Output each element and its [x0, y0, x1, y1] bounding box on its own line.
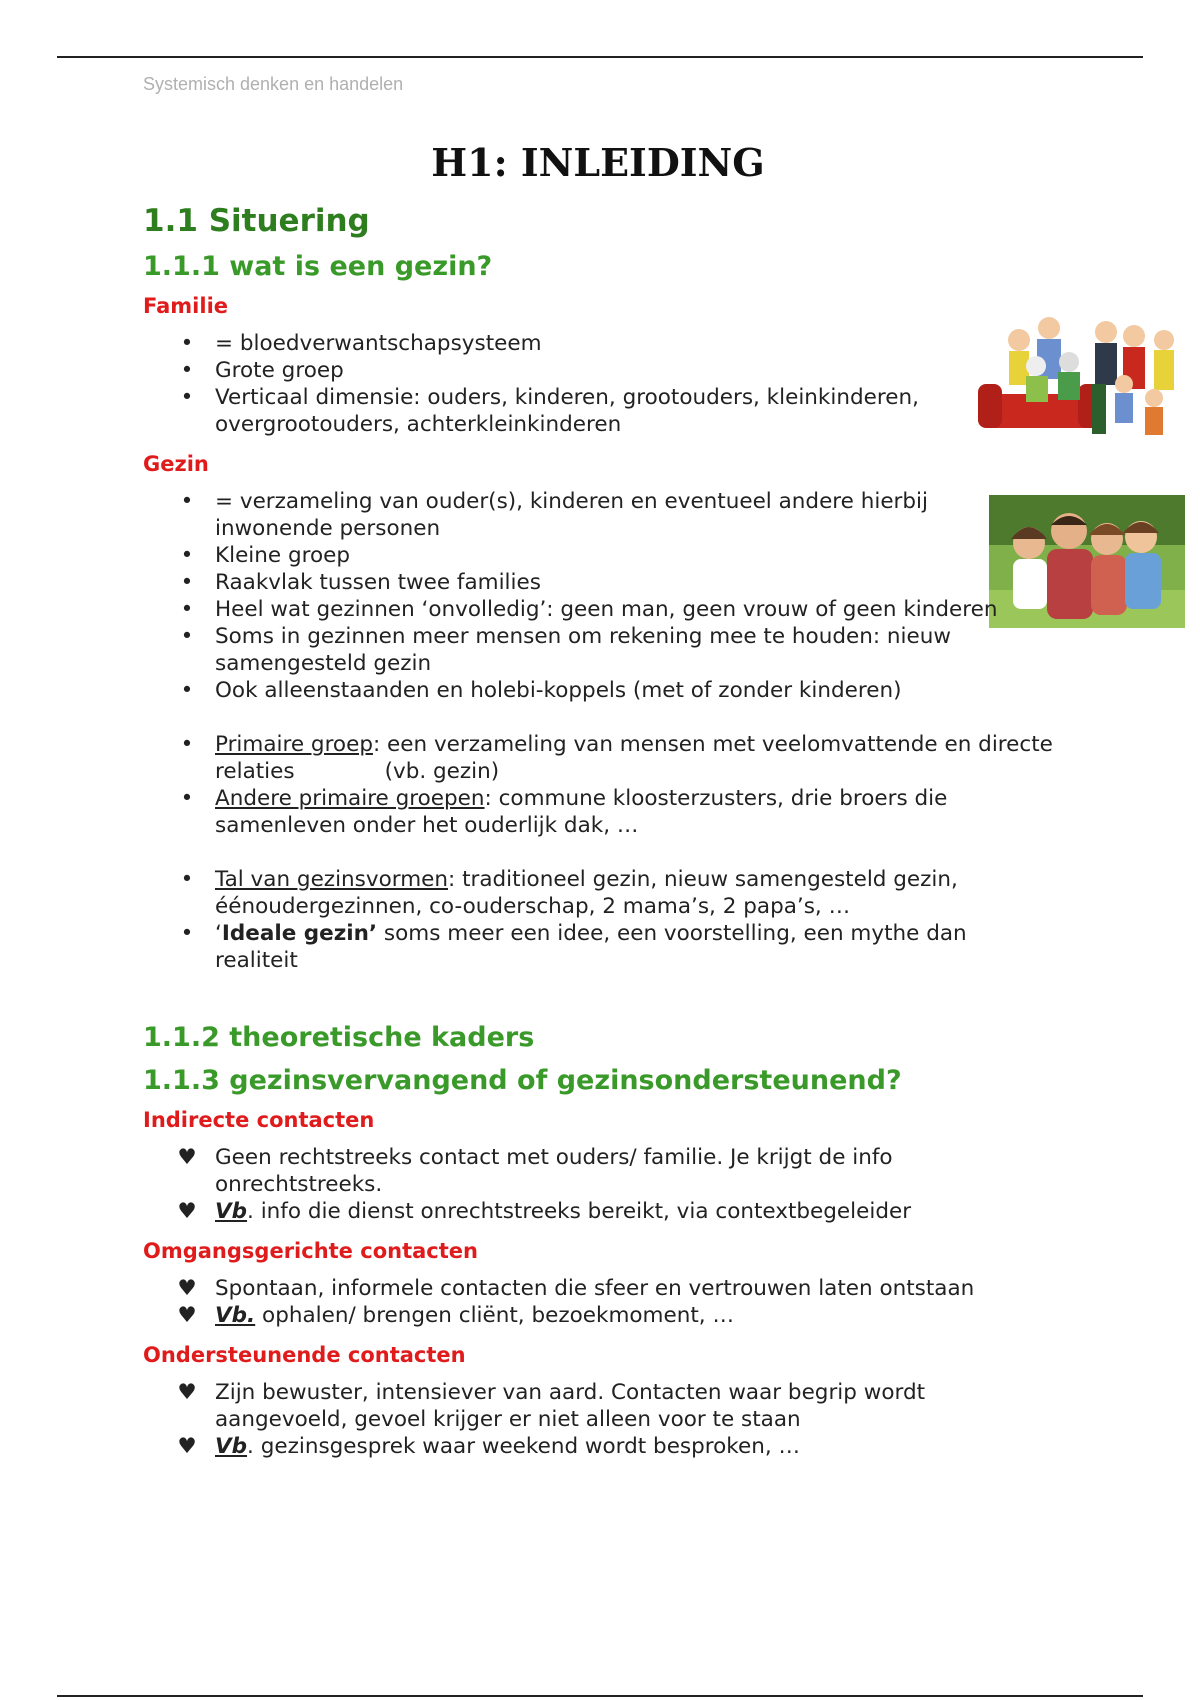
heart-bullet-icon: ♥	[177, 1434, 197, 1459]
bullet-dot-icon: •	[180, 489, 194, 514]
list-item: • Kleine groep	[143, 542, 1143, 569]
running-header: Systemisch denken en handelen	[143, 74, 404, 94]
list-item: ♥ Zijn bewuster, intensiever van aard. Contacten waar begrip wordt aangevoeld, gevoel krijger er niet alleen voor te staan	[177, 1380, 926, 1432]
list-item: • Verticaal dimensie: ouders, kinderen, grootouders, kleinkinderen, overgrootouders, achterkleinkinderen	[143, 384, 1015, 438]
subsection-heading: 1.1.1 wat is een gezin?	[143, 251, 493, 282]
bullet-dot-icon: •	[180, 385, 194, 410]
bullet-dot-icon: •	[180, 597, 194, 622]
bullet-dot-icon: •	[180, 732, 194, 757]
list-item: • = bloedverwantschapsysteem	[143, 330, 1095, 357]
header-rule	[57, 56, 1143, 58]
list-item: ♥ Geen rechtstreeks contact met ouders/ familie. Je krijgt de info onrechtstreeks.	[177, 1145, 893, 1197]
bullet-dot-icon: •	[180, 570, 194, 595]
heart-bullet-icon: ♥	[177, 1145, 197, 1170]
page-title: H1: INLEIDING	[431, 140, 765, 185]
bullet-dot-icon: •	[180, 786, 194, 811]
heart-bullet-icon: ♥	[177, 1276, 197, 1301]
subsection-heading: 1.1.3 gezinsvervangend of gezinsondersteunend?	[143, 1065, 902, 1096]
list-item: • Andere primaire groepen: commune kloosterzusters, drie broers die samenleven onder het ouderlijk dak, …	[143, 785, 1015, 839]
list-item: • Primaire groep: een verzameling van mensen met veelomvattende en directe relaties (vb. gezin)	[143, 731, 1075, 785]
list-item: • Ook alleenstaanden en holebi-koppels (met of zonder kinderen)	[143, 677, 1143, 704]
gezin-list	[143, 488, 1143, 974]
list-item: ♥ Spontaan, informele contacten die sfeer en vertrouwen laten ontstaan	[177, 1276, 975, 1301]
list-item: ♥ Vb. gezinsgesprek waar weekend wordt besproken, …	[177, 1434, 800, 1459]
bullet-dot-icon: •	[180, 543, 194, 568]
list-item: • Grote groep	[143, 357, 1095, 384]
bullet-dot-icon: •	[180, 624, 194, 649]
list-item: • Soms in gezinnen meer mensen om rekening mee te houden: nieuw samengesteld gezin	[143, 623, 1055, 677]
list-item: • Raakvlak tussen twee families	[143, 569, 1143, 596]
heart-bullet-icon: ♥	[177, 1303, 197, 1328]
heart-bullet-icon: ♥	[177, 1380, 197, 1405]
bullet-dot-icon: •	[180, 678, 194, 703]
section-heading: 1.1 Situering	[143, 203, 370, 239]
indirect-list	[143, 1144, 1143, 1225]
bullet-dot-icon: •	[180, 331, 194, 356]
list-item: ♥ Vb. ophalen/ brengen cliënt, bezoekmoment, …	[177, 1303, 734, 1328]
list-item: • = verzameling van ouder(s), kinderen en eventueel andere hierbij inwonende personen	[143, 488, 1027, 542]
list-item: • ‘Ideale gezin’ soms meer een idee, een voorstelling, een mythe dan realiteit	[143, 920, 1035, 974]
heart-bullet-icon: ♥	[177, 1199, 197, 1224]
familie-list	[143, 330, 1143, 438]
list-item: • Tal van gezinsvormen: traditioneel gezin, nieuw samengesteld gezin, éénoudergezinnen, co-ouderschap, 2 mama’s, 2 papa’s, …	[143, 866, 1015, 920]
indirect-label: Indirecte contacten	[143, 1108, 375, 1132]
list-item: ♥ Vb. info die dienst onrechtstreeks bereikt, via contextbegeleider	[177, 1199, 912, 1224]
subsection-heading: 1.1.2 theoretische kaders	[143, 1022, 535, 1053]
onder-label: Ondersteunende contacten	[143, 1343, 466, 1367]
bullet-dot-icon: •	[180, 921, 194, 946]
omgang-list	[143, 1275, 1143, 1329]
bullet-dot-icon: •	[180, 358, 194, 383]
onder-list	[143, 1379, 1143, 1460]
familie-label: Familie	[143, 294, 229, 318]
footer-rule	[57, 1695, 1143, 1697]
bullet-dot-icon: •	[180, 867, 194, 892]
list-item: • Heel wat gezinnen ‘onvolledig’: geen man, geen vrouw of geen kinderen	[143, 596, 1115, 623]
omgang-label: Omgangsgerichte contacten	[143, 1239, 478, 1263]
page-content	[143, 140, 1143, 1474]
gezin-label: Gezin	[143, 452, 209, 476]
